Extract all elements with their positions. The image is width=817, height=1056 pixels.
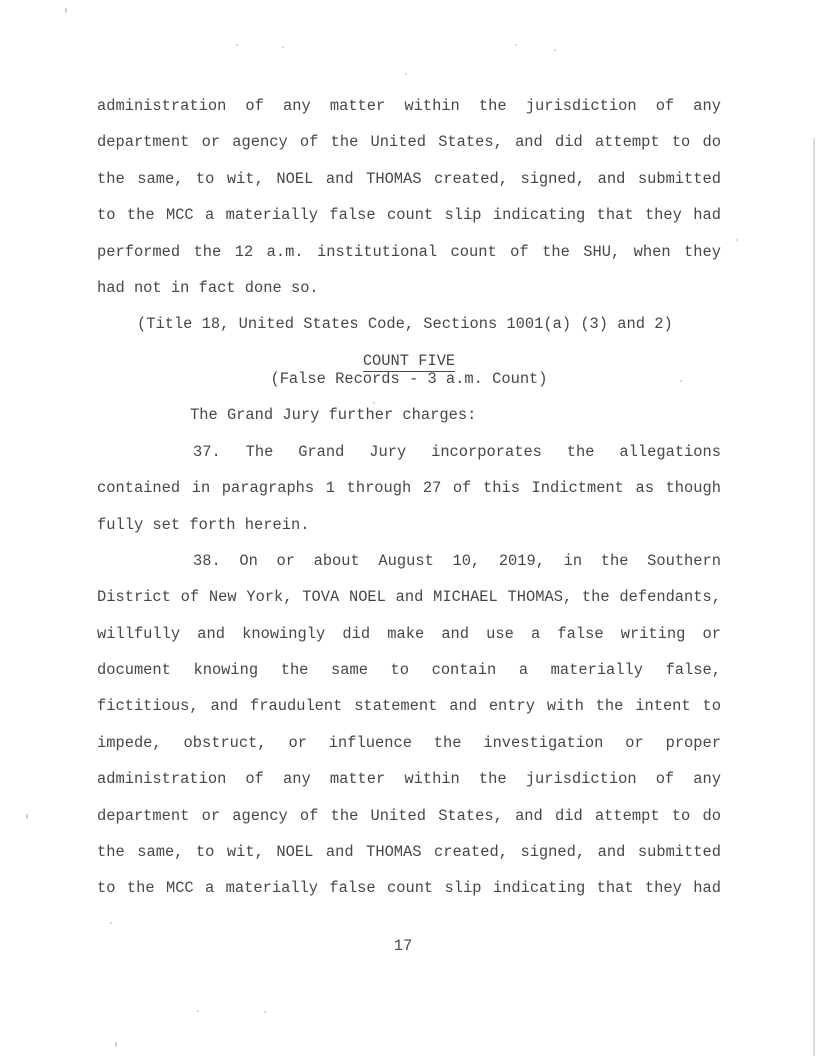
scan-speckle (236, 44, 238, 46)
scan-speckle (515, 44, 517, 46)
scan-speckle (110, 922, 112, 924)
paragraph-38-line: department or agency of the United States, and did attempt to do (97, 806, 721, 825)
scan-speckle (115, 1042, 117, 1047)
scan-speckle (264, 1011, 266, 1013)
paragraph-38-line: impede, obstruct, or influence the investigation or proper (97, 733, 721, 752)
paragraph-38-line: fictitious, and fraudulent statement and entry with the intent to (97, 697, 721, 716)
body-line: the same, to wit, NOEL and THOMAS created, signed, and submitted (97, 169, 721, 188)
body-line: administration of any matter within the jurisdiction of any (97, 97, 721, 115)
scan-speckle (65, 8, 67, 13)
paragraph-37-line: 37. The Grand Jury incorporates the allegations (193, 442, 721, 461)
paragraph-38-line: administration of any matter within the jurisdiction of any (97, 770, 721, 789)
paragraph-38-line: document knowing the same to contain a materially false, (97, 661, 721, 680)
charge-intro: The Grand Jury further charges: (190, 406, 477, 425)
scan-speckle (554, 49, 556, 51)
scan-speckle (736, 239, 738, 241)
count-subheading: (False Records - 3 a.m. Count) (270, 369, 548, 388)
scan-speckle (282, 46, 284, 48)
scan-speckle (680, 380, 682, 382)
paragraph-38-line: to the MCC a materially false count slip indicating that they had (97, 879, 721, 898)
scan-speckle (373, 402, 375, 404)
paragraph-38-line: 38. On or about August 10, 2019, in the Southern (193, 551, 721, 570)
scan-speckle (26, 814, 28, 819)
body-line: department or agency of the United States, and did attempt to do (97, 133, 721, 152)
body-line: performed the 12 a.m. institutional count of the SHU, when they (97, 242, 721, 261)
document-body (97, 88, 721, 907)
paragraph-37-line: fully set forth herein. (97, 515, 310, 534)
page-number: 17 (393, 937, 413, 955)
scan-edge-line (813, 138, 815, 1056)
paragraph-37-line: contained in paragraphs 1 through 27 of this Indictment as though (97, 479, 721, 498)
count-heading-text: COUNT FIVE (362, 351, 456, 370)
scan-speckle (197, 1010, 199, 1012)
statute-citation: (Title 18, United States Code, Sections 1001(a) (3) and 2) (137, 315, 673, 334)
body-line: had not in fact done so. (97, 278, 319, 297)
paragraph-38-line: willfully and knowingly did make and use a false writing or (97, 624, 721, 643)
paragraph-38-line: the same, to wit, NOEL and THOMAS created, signed, and submitted (97, 843, 721, 862)
body-line: to the MCC a materially false count slip indicating that they had (97, 206, 721, 225)
scan-speckle (405, 73, 407, 75)
paragraph-38-line: District of New York, TOVA NOEL and MICHAEL THOMAS, the defendants, (97, 588, 721, 607)
